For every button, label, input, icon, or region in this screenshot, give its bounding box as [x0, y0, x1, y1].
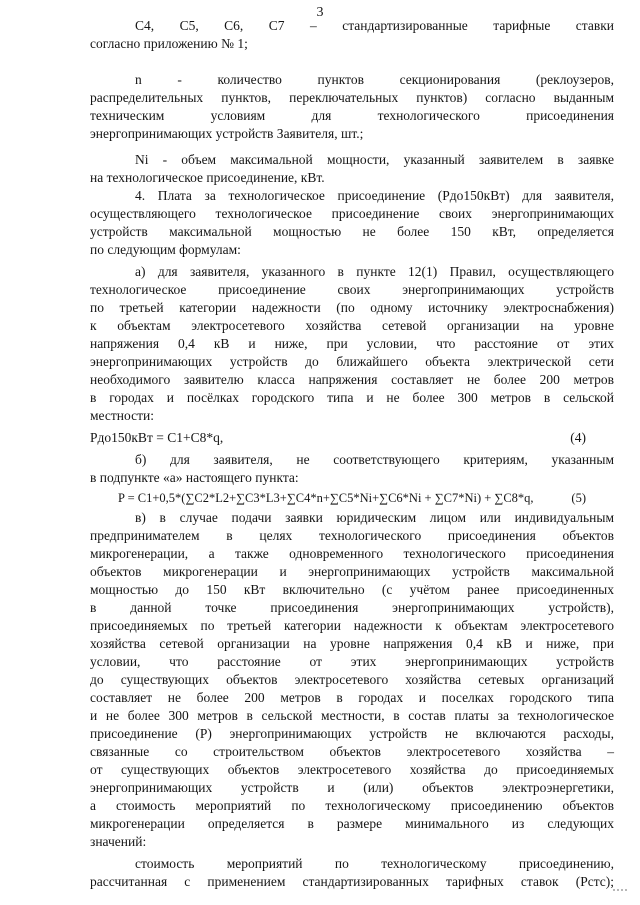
text-line: n - количество пунктов секционирования (реклоузеров, [135, 72, 614, 87]
formula-text: Pдо150кВт = C1+C8*q, [90, 430, 224, 445]
text-line: энергопринимающих устройств до ближайшего объекта электрической сети [90, 354, 614, 369]
text-line: до существующих объектов электросетевого хозяйства сетевых организаций [90, 672, 614, 687]
text-line: составляет не более 200 метров в городах и поселках городского типа [90, 690, 614, 705]
text-line: на технологическое присоединение, кВт. [90, 170, 325, 185]
equation-number: (5) [571, 491, 586, 505]
text-line: в) в случае подачи заявки юридическим лицом или индивидуальным [135, 510, 614, 525]
text-line: в данной точке присоединения энергопринимающих устройств), [90, 600, 614, 615]
text-line: необходимого заявителю класса напряжения составляет не более 200 метров [90, 372, 614, 387]
text-line: рассчитанная с применением стандартизированных тарифных ставок (Рстс); [90, 874, 614, 889]
text-line: б) для заявителя, не соответствующего критериям, указанным [135, 452, 614, 467]
text-line: мощностью до 150 кВт включительно (с учётом ранее присоединенных [90, 582, 614, 597]
text-line: условии, что расстояние от этих энергопринимающих устройств [90, 654, 614, 669]
scan-speckles [612, 880, 632, 898]
text-line: местности: [90, 408, 154, 423]
text-line: стоимость мероприятий по технологическому присоединению, [135, 856, 614, 871]
text-line: 4. Плата за технологическое присоединение (Pдо150кВт) для заявителя, [135, 188, 614, 203]
text-line: микрогенерации определяется в размере минимального из следующих [90, 816, 614, 831]
text-line: к объектам электросетевого хозяйства сетевой организации на уровне [90, 318, 614, 333]
text-line: а стоимость мероприятий по технологическому присоединению объектов [90, 798, 614, 813]
text-line: предпринимателем в целях технологического присоединения объектов [90, 528, 614, 543]
text-line: присоединение (P) энергопринимающих устройств не включаются расходы, [90, 726, 614, 741]
text-line: C4, C5, C6, C7 – стандартизированные тарифные ставки [135, 18, 614, 33]
text-line: от существующих объектов электросетевого хозяйства до присоединяемых [90, 762, 614, 777]
text-line: технологическое присоединение своих энергопринимающих устройств [90, 282, 614, 297]
text-line: распределительных пунктов, переключательных пунктов) согласно выданным [90, 90, 614, 105]
text-line: хозяйства сетевой организации на уровне напряжения 0,4 кВ и ниже, при [90, 636, 614, 651]
text-line: по третьей категории надежности (по одному источнику электроснабжения) [90, 300, 614, 315]
text-line: энергопринимающих устройств и (или) объектов электроэнергетики, [90, 780, 614, 795]
text-line: связанные со строительством объектов электросетевого хозяйства – [90, 744, 614, 759]
text-line: в городах и посёлках городского типа и не более 300 метров в сельской [90, 390, 614, 405]
text-line: и не более 300 метров в сельской местности, в состав платы за технологическое [90, 708, 614, 723]
equation-number: (4) [570, 430, 586, 445]
formula-5 [90, 489, 614, 507]
text-line: микрогенерации, а также одновременного технологического присоединения [90, 546, 614, 561]
text-line: Ni - объем максимальной мощности, указанный заявителем в заявке [135, 152, 614, 167]
page-number: 3 [316, 5, 324, 20]
text-line: устройств максимальной мощностью не более 150 кВт, определяется [90, 224, 614, 239]
formula-text: P = C1+0,5*(∑C2*L2+∑C3*L3+∑C4*n+∑C5*Ni+∑C6*Ni + ∑C7*Ni) + ∑C8*q, [118, 491, 534, 505]
formula-4 [90, 429, 614, 447]
text-line: осуществляющего технологическое присоединение своих энергопринимающих [90, 206, 614, 221]
text-line: напряжения 0,4 кВ и ниже, при условии, что расстояние от этих [90, 336, 614, 351]
text-line: энергопринимающих устройств Заявителя, шт.; [90, 126, 364, 141]
text-line: в подпункте «а» настоящего пункта: [90, 470, 299, 485]
text-line: а) для заявителя, указанного в пункте 12(1) Правил, осуществляющего [135, 264, 614, 279]
text-line: согласно приложению № 1; [90, 36, 248, 51]
text-line: значений: [90, 834, 147, 849]
text-line: по следующим формулам: [90, 242, 241, 257]
text-line: присоединяемых по третьей категории надежности к объектам электросетевого [90, 618, 614, 633]
text-line: техническим условиям для технологического присоединения [90, 108, 614, 123]
text-line: объектов микрогенерации и энергопринимающих устройств максимальной [90, 564, 614, 579]
